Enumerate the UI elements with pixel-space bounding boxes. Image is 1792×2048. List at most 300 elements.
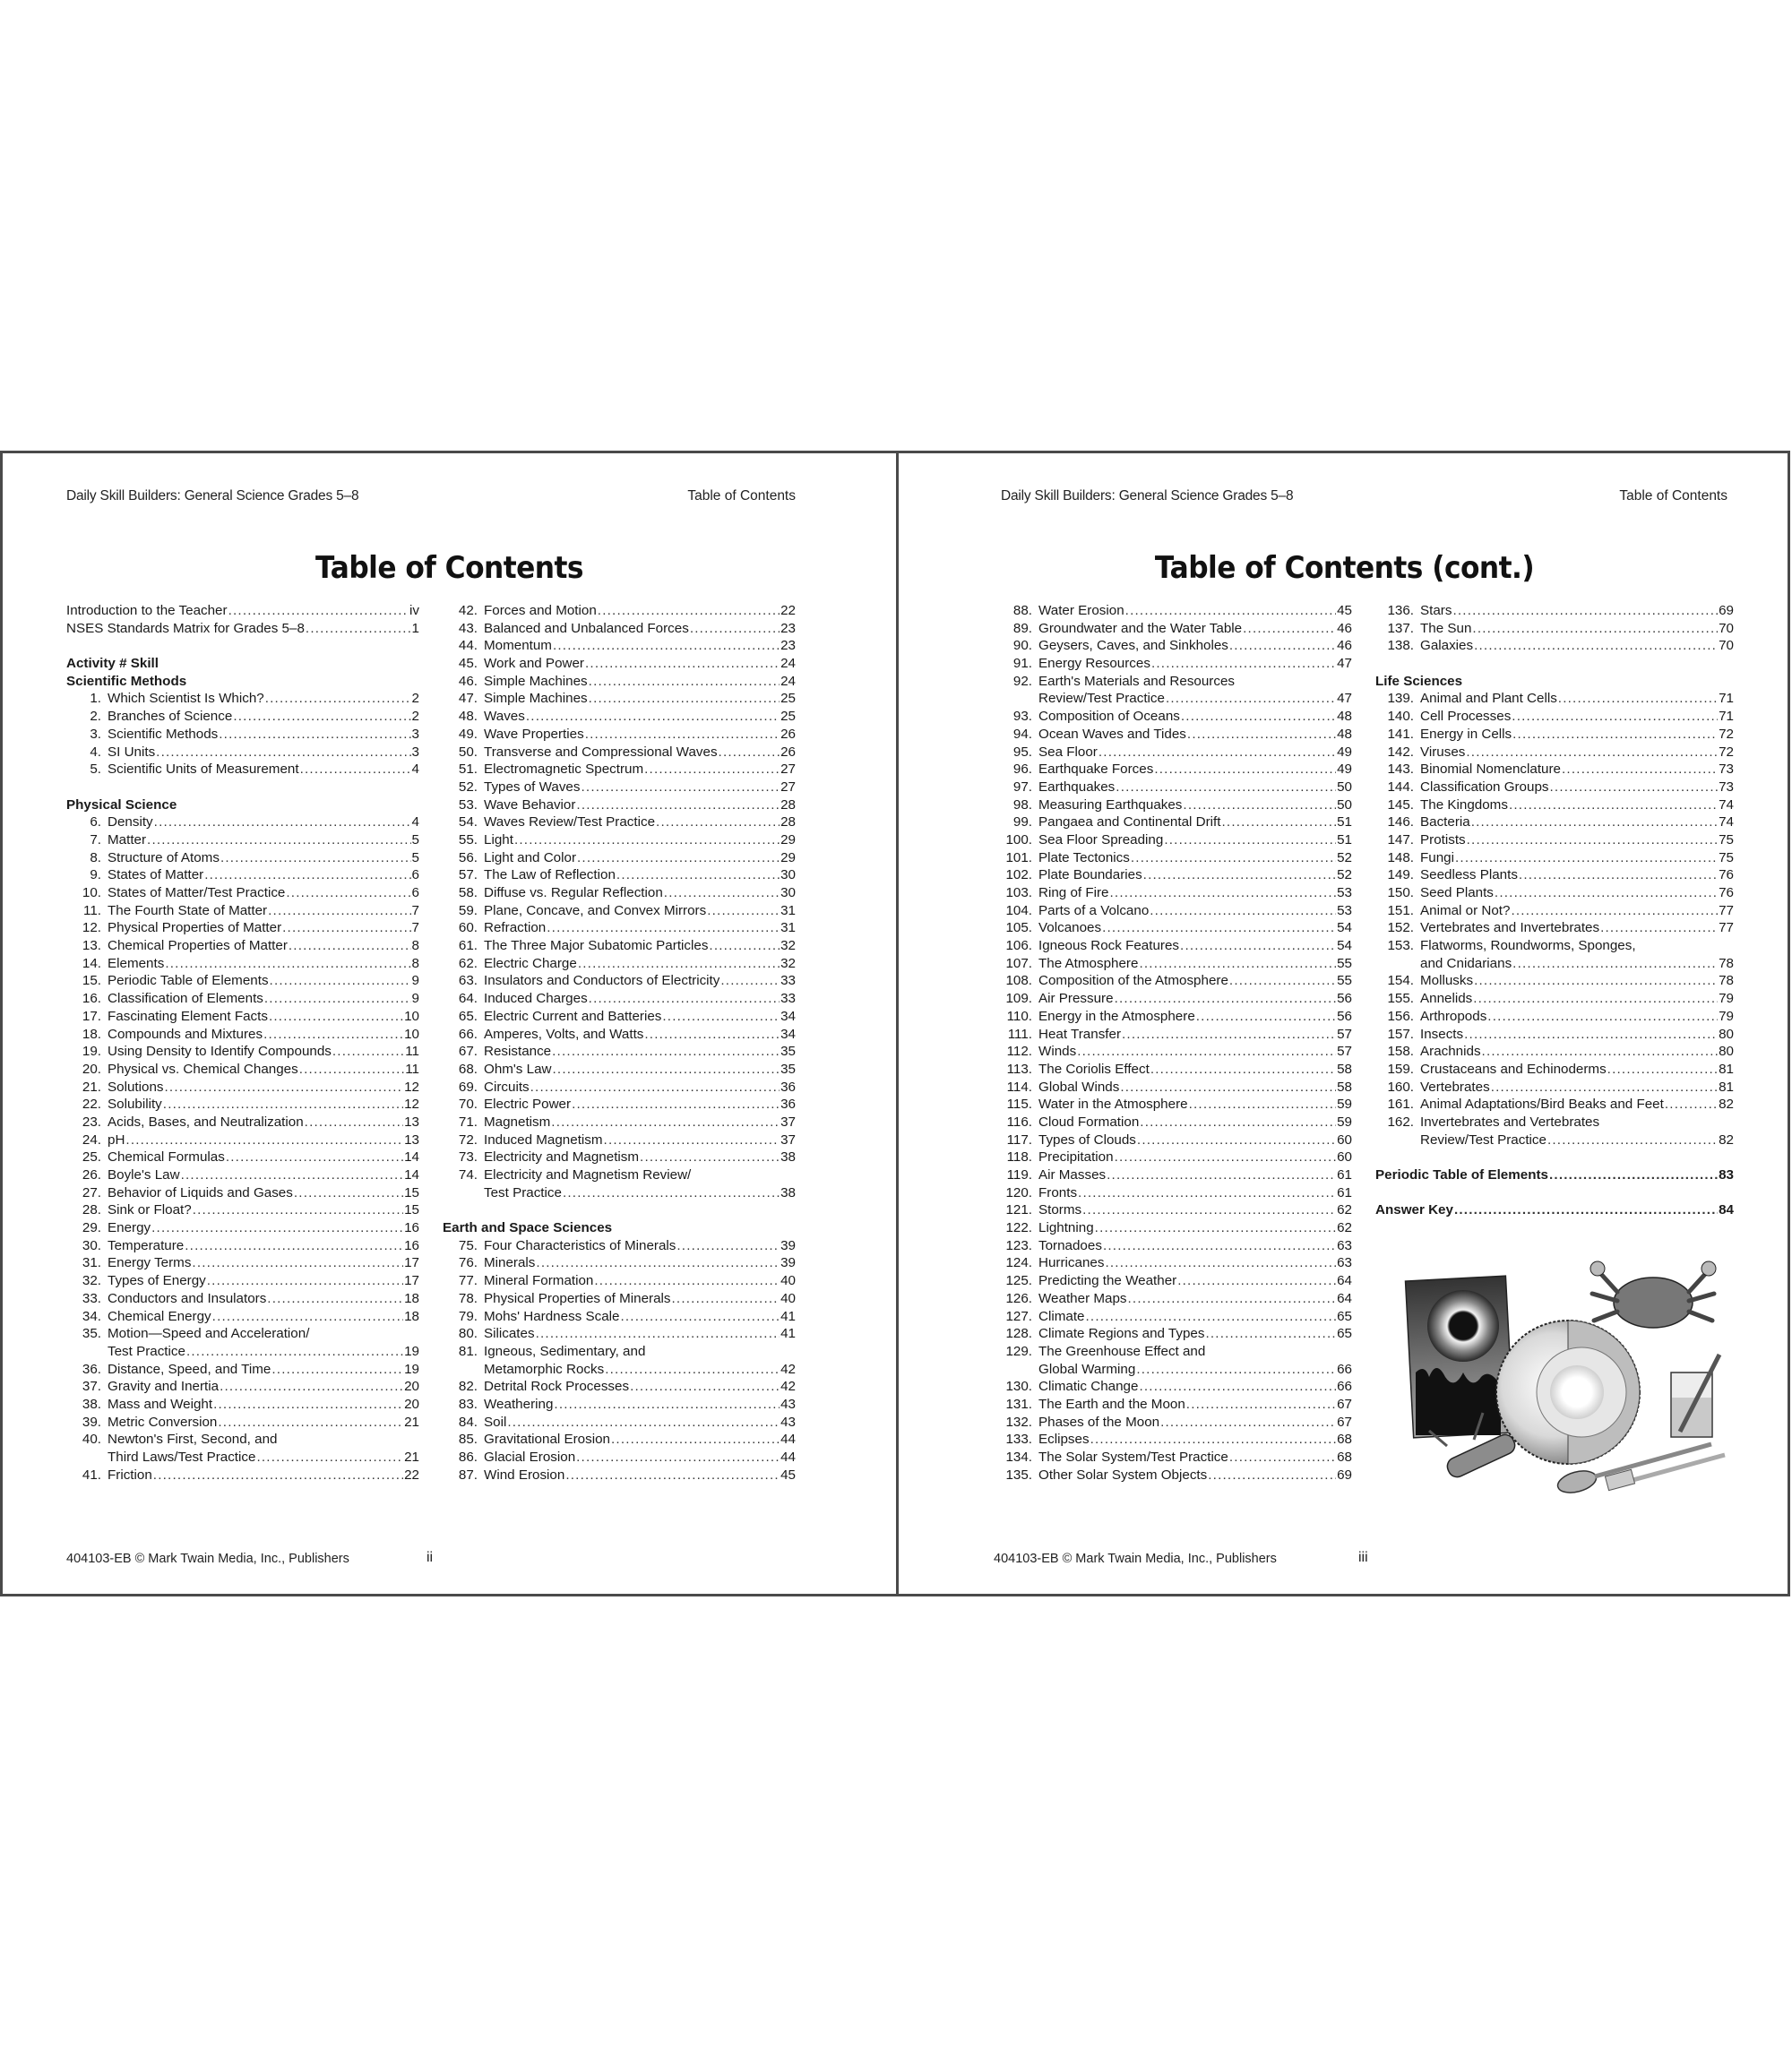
entry-page: 69 (1337, 1467, 1352, 1483)
entry-number: 58. (458, 885, 478, 900)
toc-entry[interactable] (994, 1325, 1352, 1343)
toc-entry[interactable] (994, 990, 1352, 1008)
entry-title: Behavior of Liquids and Gases (108, 1184, 293, 1200)
entry-page: 58 (1337, 1061, 1352, 1077)
toc-entry[interactable] (1375, 761, 1734, 779)
entry-title: Plane, Concave, and Convex Mirrors (484, 902, 707, 918)
toc-entry[interactable] (994, 1467, 1352, 1484)
toc-entry[interactable] (994, 813, 1352, 831)
entry-page: 66 (1337, 1361, 1352, 1377)
toc-entry[interactable] (443, 884, 796, 902)
entry-title: Cell Processes (1420, 709, 1512, 725)
entry-title: Seedless Plants (1420, 867, 1518, 883)
toc-entry[interactable] (1375, 726, 1734, 744)
toc-entry[interactable] (994, 955, 1352, 973)
dot-leader (1509, 796, 1718, 814)
toc-entry[interactable] (1375, 831, 1734, 849)
entry-number: 127. (1005, 1308, 1032, 1324)
dot-leader (153, 1467, 403, 1484)
toc-entry[interactable] (994, 1166, 1352, 1184)
toc-entry[interactable] (66, 1132, 419, 1149)
toc-entry[interactable] (66, 1237, 419, 1255)
toc-entry[interactable] (1375, 637, 1734, 655)
dot-leader (554, 1396, 780, 1414)
entry-title: The Sun (1420, 620, 1472, 636)
entry-number: 156. (1387, 1008, 1414, 1024)
entry-title: Earth's Materials and Resources (1038, 673, 1235, 689)
toc-entry[interactable] (66, 1219, 419, 1237)
entry-title: Plate Boundaries (1038, 867, 1142, 883)
entry-page: 39 (780, 1255, 796, 1271)
entry-number: 97. (1012, 779, 1032, 795)
toc-entry[interactable] (1375, 1043, 1734, 1061)
toc-entry[interactable] (994, 655, 1352, 673)
toc-entry[interactable] (1375, 690, 1734, 708)
toc-entry[interactable] (1375, 884, 1734, 902)
toc-entry[interactable] (443, 673, 796, 691)
toc-entry[interactable] (994, 1096, 1352, 1114)
dot-leader (1110, 884, 1337, 902)
toc-entry[interactable] (1375, 1201, 1734, 1219)
entry-title: Types of Energy (108, 1273, 206, 1289)
dot-leader (576, 796, 780, 814)
toc-entry[interactable] (994, 884, 1352, 902)
toc-entry[interactable] (994, 849, 1352, 867)
toc-entry[interactable] (443, 637, 796, 655)
toc-entry[interactable] (443, 779, 796, 796)
toc-entry[interactable] (443, 690, 796, 708)
entry-number: 29. (82, 1220, 101, 1236)
entry-title: Crustaceans and Echinoderms (1420, 1061, 1607, 1077)
toc-entry[interactable] (994, 1132, 1352, 1149)
toc-entry[interactable] (66, 1290, 419, 1308)
toc-entry[interactable] (443, 849, 796, 867)
toc-entry[interactable] (994, 779, 1352, 796)
entry-number: 137. (1387, 620, 1414, 636)
toc-entry[interactable] (66, 990, 419, 1008)
toc-entry[interactable] (443, 1114, 796, 1132)
dot-leader (164, 1079, 403, 1097)
toc-entry[interactable] (66, 602, 419, 620)
toc-entry[interactable] (994, 1431, 1352, 1449)
toc-entry[interactable] (66, 1308, 419, 1326)
toc-entry[interactable] (1375, 813, 1734, 831)
entry-page: 19 (404, 1361, 419, 1377)
toc-entry[interactable] (994, 1043, 1352, 1061)
toc-entry[interactable] (443, 1431, 796, 1449)
crab-icon (1590, 1261, 1716, 1328)
toc-entry[interactable] (66, 1079, 419, 1097)
entry-number: 19. (82, 1044, 101, 1060)
running-head: Daily Skill Builders: General Science Grades 5–8 (1001, 488, 1294, 503)
toc-entry[interactable] (994, 866, 1352, 884)
toc-entry[interactable] (443, 1308, 796, 1326)
toc-entry[interactable] (66, 1272, 419, 1290)
entry-title: Fascinating Element Facts (108, 1008, 268, 1024)
dot-leader (1243, 620, 1336, 638)
toc-entry[interactable] (1375, 620, 1734, 638)
dot-leader (1495, 884, 1718, 902)
entry-page: 67 (1337, 1414, 1352, 1430)
toc-entry[interactable] (994, 744, 1352, 762)
entry-page: 75 (1719, 849, 1734, 865)
toc-entry[interactable] (443, 902, 796, 920)
toc-entry[interactable] (1375, 602, 1734, 620)
entry-title: Silicates (484, 1326, 535, 1342)
toc-entry[interactable] (443, 1096, 796, 1114)
entry-title: Stars (1420, 603, 1452, 618)
toc-entry[interactable] (994, 761, 1352, 779)
toc-entry[interactable] (443, 831, 796, 849)
toc-entry[interactable] (443, 919, 796, 937)
toc-entry[interactable] (66, 690, 419, 708)
column-header: Activity # Skill (66, 656, 159, 672)
toc-entry[interactable] (66, 937, 419, 955)
toc-entry[interactable] (66, 708, 419, 726)
entry-title: Structure of Atoms (108, 849, 220, 865)
entry-page: 54 (1337, 938, 1352, 954)
entry-number: 82. (458, 1379, 478, 1395)
toc-entry[interactable] (443, 866, 796, 884)
toc-entry[interactable] (66, 1043, 419, 1061)
dot-leader (507, 1414, 780, 1432)
toc-entry[interactable] (443, 1343, 796, 1361)
toc-entry-continued[interactable] (1375, 1132, 1734, 1149)
toc-entry[interactable] (443, 1325, 796, 1343)
toc-entry[interactable] (443, 1378, 796, 1396)
toc-entry[interactable] (994, 1378, 1352, 1396)
toc-entry-continued[interactable] (1375, 955, 1734, 973)
toc-entry-continued[interactable] (66, 1449, 419, 1467)
entry-title: Sea Floor (1038, 744, 1098, 760)
toc-entry-continued[interactable] (994, 1361, 1352, 1379)
dot-leader (1107, 1166, 1336, 1184)
toc-entry[interactable] (1375, 866, 1734, 884)
entry-page: 73 (1719, 762, 1734, 778)
entry-number: 12. (82, 920, 101, 936)
entry-number: 108. (1005, 973, 1032, 989)
toc-entry[interactable] (1375, 1008, 1734, 1026)
toc-entry[interactable] (994, 1201, 1352, 1219)
spacer (66, 779, 419, 796)
entry-title: Groundwater and the Water Table (1038, 620, 1243, 636)
entry-title: Periodic Table of Elements (1375, 1167, 1548, 1183)
toc-entry[interactable] (994, 1008, 1352, 1026)
toc-entry[interactable] (994, 1343, 1352, 1361)
toc-entry[interactable] (994, 602, 1352, 620)
toc-entry[interactable] (443, 655, 796, 673)
entry-page: 67 (1337, 1396, 1352, 1412)
entry-title-line2: Test Practice (108, 1343, 185, 1359)
dot-leader (1136, 1361, 1336, 1379)
dot-leader (1140, 1114, 1336, 1132)
toc-entry[interactable] (66, 1201, 419, 1219)
entry-page: 48 (1337, 726, 1352, 742)
entry-title: Storms (1038, 1202, 1082, 1218)
toc-entry[interactable] (66, 1008, 419, 1026)
toc-entry[interactable] (443, 761, 796, 779)
toc-entry[interactable] (443, 1043, 796, 1061)
toc-entry[interactable] (994, 1237, 1352, 1255)
toc-entry[interactable] (1375, 796, 1734, 814)
entry-title: Four Characteristics of Minerals (484, 1237, 676, 1253)
toc-entry[interactable] (1375, 1026, 1734, 1044)
entry-page: 3 (411, 726, 419, 742)
entry-page: 17 (404, 1273, 419, 1289)
dot-leader (265, 690, 411, 708)
toc-entry[interactable] (443, 796, 796, 814)
toc-entry-continued[interactable] (443, 1184, 796, 1202)
toc-entry[interactable] (443, 1396, 796, 1414)
toc-entry[interactable] (66, 726, 419, 744)
toc-entry[interactable] (443, 990, 796, 1008)
entry-title: Circuits (484, 1079, 530, 1095)
entry-title: The Greenhouse Effect and (1038, 1343, 1206, 1359)
toc-entry[interactable] (994, 1114, 1352, 1132)
glass-with-pencil-icon (1671, 1355, 1719, 1437)
entry-number: 117. (1006, 1132, 1032, 1148)
entry-title: Plate Tectonics (1038, 849, 1130, 865)
toc-entry[interactable] (66, 620, 419, 638)
toc-entry[interactable] (66, 1467, 419, 1484)
toc-entry[interactable] (1375, 1166, 1734, 1184)
entry-title: Forces and Motion (484, 603, 597, 618)
toc-entry[interactable] (66, 1114, 419, 1132)
toc-entry[interactable] (994, 1184, 1352, 1202)
entry-title: Newton's First, Second, and (108, 1432, 278, 1448)
toc-entry[interactable] (994, 1149, 1352, 1166)
entry-title: Climate (1038, 1308, 1085, 1324)
toc-entry[interactable] (66, 972, 419, 990)
toc-entry[interactable] (443, 1272, 796, 1290)
entry-title: Gravity and Inertia (108, 1379, 220, 1395)
toc-entry[interactable] (1375, 744, 1734, 762)
toc-entry[interactable] (66, 1361, 419, 1379)
entry-page: 21 (404, 1450, 419, 1465)
toc-entry[interactable] (66, 919, 419, 937)
toc-entry[interactable] (66, 849, 419, 867)
toc-entry[interactable] (994, 1414, 1352, 1432)
toc-entry[interactable] (994, 831, 1352, 849)
dot-leader (1549, 1166, 1718, 1184)
dot-leader (1512, 726, 1718, 744)
entry-page: 69 (1719, 603, 1734, 618)
toc-entry[interactable] (443, 744, 796, 762)
toc-entry[interactable] (443, 1166, 796, 1184)
entry-number: 124. (1005, 1255, 1032, 1271)
toc-entry[interactable] (66, 902, 419, 920)
toc-entry[interactable] (994, 1079, 1352, 1097)
toc-entry[interactable] (443, 1079, 796, 1097)
toc-entry[interactable] (994, 1272, 1352, 1290)
entry-title: Diffuse vs. Regular Reflection (484, 885, 663, 900)
toc-entry[interactable] (443, 1149, 796, 1166)
entry-title: Protists (1420, 831, 1466, 848)
toc-entry[interactable] (66, 1378, 419, 1396)
toc-entry[interactable] (1375, 937, 1734, 955)
page-footer: 404103-EB © Mark Twain Media, Inc., Publishers (66, 1552, 349, 1566)
toc-entry[interactable] (443, 620, 796, 638)
toc-entry[interactable] (994, 637, 1352, 655)
toc-entry[interactable] (443, 1008, 796, 1026)
dot-leader (1127, 1290, 1336, 1308)
dot-leader (1607, 1061, 1718, 1079)
dot-leader (1095, 1219, 1336, 1237)
toc-entry[interactable] (66, 1396, 419, 1414)
toc-column-1 (994, 602, 1352, 1484)
entry-number: 27. (82, 1184, 101, 1200)
toc-entry[interactable] (994, 1396, 1352, 1414)
entry-page: 81 (1719, 1079, 1734, 1095)
toc-entry[interactable] (66, 866, 419, 884)
entry-title: Predicting the Weather (1038, 1273, 1177, 1289)
entry-title: Glacial Erosion (484, 1450, 576, 1465)
toc-entry[interactable] (443, 972, 796, 990)
toc-entry[interactable] (66, 1414, 419, 1432)
entry-title-line2: Review/Test Practice (1038, 691, 1165, 707)
entry-page: 38 (780, 1184, 796, 1200)
science-collage-illustration (1393, 1247, 1734, 1516)
toc-entry[interactable] (66, 884, 419, 902)
toc-entry[interactable] (443, 1449, 796, 1467)
toc-entry[interactable] (1375, 902, 1734, 920)
toc-entry[interactable] (443, 602, 796, 620)
dot-leader (577, 849, 780, 867)
entry-number: 24. (82, 1132, 101, 1148)
toc-entry[interactable] (1375, 990, 1734, 1008)
entry-page: 29 (780, 849, 796, 865)
toc-entry[interactable] (994, 1290, 1352, 1308)
toc-entry-continued[interactable] (994, 690, 1352, 708)
entry-number: 149. (1387, 867, 1414, 883)
entry-title: Waves (484, 709, 525, 725)
toc-entry[interactable] (1375, 1114, 1734, 1132)
toc-entry[interactable] (66, 761, 419, 779)
dot-leader (620, 1308, 780, 1326)
entry-number: 128. (1005, 1326, 1032, 1342)
entry-number: 2. (90, 709, 101, 725)
toc-entry[interactable] (66, 1149, 419, 1166)
toc-entry[interactable] (994, 708, 1352, 726)
toc-entry[interactable] (994, 972, 1352, 990)
entry-page: 37 (780, 1132, 796, 1148)
toc-entry[interactable] (1375, 1061, 1734, 1079)
dot-leader (271, 1361, 403, 1379)
entry-title: Vertebrates (1420, 1079, 1490, 1095)
entry-page: 45 (780, 1467, 796, 1483)
entry-page: 82 (1719, 1097, 1734, 1113)
toc-entry[interactable] (1375, 972, 1734, 990)
entry-page: 78 (1719, 955, 1734, 971)
toc-entry[interactable] (994, 1026, 1352, 1044)
dot-leader (1491, 1079, 1718, 1097)
toc-entry[interactable] (994, 1254, 1352, 1272)
toc-entry[interactable] (66, 744, 419, 762)
entry-page: 64 (1337, 1290, 1352, 1306)
toc-entry[interactable] (994, 902, 1352, 920)
toc-entry[interactable] (994, 1308, 1352, 1326)
toc-entry[interactable] (994, 937, 1352, 955)
toc-entry[interactable] (1375, 919, 1734, 937)
toc-entry[interactable] (994, 620, 1352, 638)
entry-page: 53 (1337, 885, 1352, 900)
entry-title: Energy in the Atmosphere (1038, 1008, 1195, 1024)
toc-entry[interactable] (66, 1166, 419, 1184)
dot-leader (300, 761, 411, 779)
toc-entry[interactable] (443, 1237, 796, 1255)
entry-title: Physical Properties of Minerals (484, 1290, 671, 1306)
entry-number: 94. (1012, 726, 1032, 742)
toc-entry[interactable] (443, 1467, 796, 1484)
entry-number: 9. (90, 867, 101, 883)
entry-page: 31 (780, 920, 796, 936)
entry-page: 59 (1337, 1097, 1352, 1113)
toc-entry[interactable] (443, 726, 796, 744)
dot-leader (1467, 831, 1718, 849)
toc-entry[interactable] (994, 1219, 1352, 1237)
toc-entry[interactable] (443, 1254, 796, 1272)
toc-entry[interactable] (994, 726, 1352, 744)
entry-title: Mollusks (1420, 973, 1474, 989)
toc-entry[interactable] (443, 1290, 796, 1308)
entry-title: Classification Groups (1420, 779, 1549, 795)
toc-entry[interactable] (1375, 1079, 1734, 1097)
toc-entry[interactable] (1375, 1096, 1734, 1114)
dot-leader (1452, 602, 1718, 620)
entry-page: 83 (1719, 1167, 1734, 1183)
toc-entry[interactable] (66, 831, 419, 849)
toc-entry[interactable] (66, 1254, 419, 1272)
entry-number: 37. (82, 1379, 101, 1395)
toc-entry[interactable] (66, 813, 419, 831)
dot-leader (1120, 1079, 1336, 1097)
toc-entry[interactable] (66, 1061, 419, 1079)
toc-entry[interactable] (994, 796, 1352, 814)
entry-number: 49. (458, 726, 478, 742)
toc-entry[interactable] (66, 1431, 419, 1449)
toc-entry[interactable] (443, 708, 796, 726)
toc-entry[interactable] (994, 1449, 1352, 1467)
toc-entry[interactable] (994, 919, 1352, 937)
toc-entry-continued[interactable] (66, 1343, 419, 1361)
toc-entry[interactable] (443, 1132, 796, 1149)
toc-entry[interactable] (443, 813, 796, 831)
dot-leader (1166, 690, 1336, 708)
dot-leader (1180, 937, 1336, 955)
toc-entry[interactable] (994, 673, 1352, 691)
entry-page: 45 (1337, 603, 1352, 618)
toc-entry[interactable] (66, 1026, 419, 1044)
toc-entry[interactable] (443, 937, 796, 955)
toc-entry[interactable] (66, 955, 419, 973)
dot-leader (1139, 955, 1336, 973)
toc-entry[interactable] (443, 1026, 796, 1044)
entry-number: 125. (1005, 1273, 1032, 1289)
toc-entry[interactable] (66, 1096, 419, 1114)
entry-title-line2: Metamorphic Rocks (484, 1361, 605, 1377)
toc-entry[interactable] (66, 1184, 419, 1202)
toc-entry-continued[interactable] (443, 1361, 796, 1379)
toc-entry[interactable] (1375, 849, 1734, 867)
toc-entry[interactable] (1375, 779, 1734, 796)
toc-entry[interactable] (994, 1061, 1352, 1079)
toc-entry[interactable] (443, 1061, 796, 1079)
toc-entry[interactable] (66, 1325, 419, 1343)
toc-entry[interactable] (443, 1414, 796, 1432)
toc-entry[interactable] (1375, 708, 1734, 726)
toc-entry[interactable] (443, 955, 796, 973)
entry-title: Acids, Bases, and Neutralization (108, 1114, 304, 1130)
